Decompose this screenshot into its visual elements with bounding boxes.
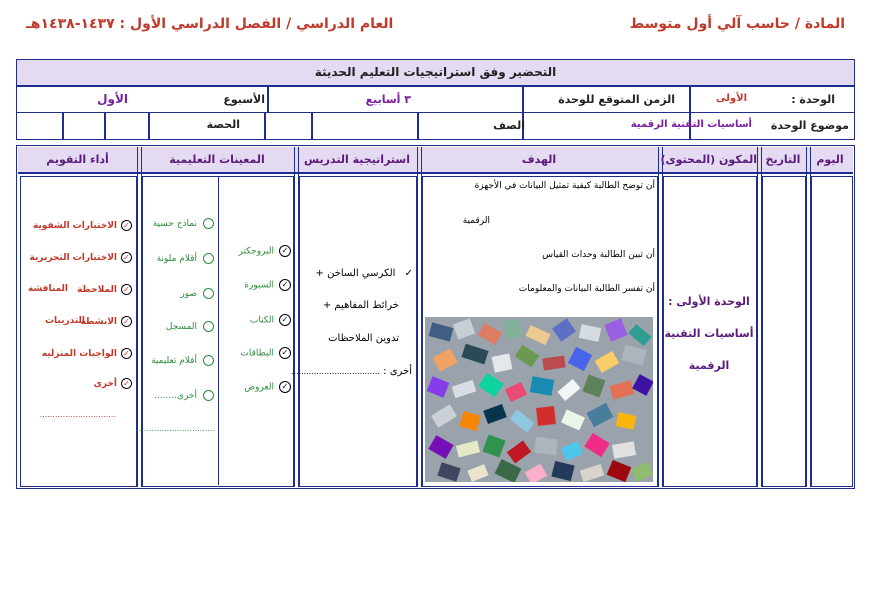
resource-label: صور <box>180 289 197 299</box>
col-goal: الهدف <box>521 153 557 166</box>
eval-item[interactable] <box>33 220 132 231</box>
eval-item[interactable] <box>77 284 132 295</box>
component-line-1: الوحدة الأولى : <box>668 295 750 308</box>
eval-extra-item: التدريبات <box>45 316 85 326</box>
divider <box>104 113 106 140</box>
circle-icon <box>203 218 214 229</box>
puzzle-pieces-illustration <box>425 317 653 482</box>
strategy-note-taking: تدوين الملاحظات <box>328 333 399 344</box>
resource-dots: ............................... <box>136 424 215 433</box>
page-title: التحضير وفق استراتيجيات التعليم الحديثة <box>314 65 557 79</box>
resource-item[interactable] <box>153 218 214 229</box>
check-circle-icon: ✓ <box>279 245 291 257</box>
check-circle-icon: ✓ <box>121 316 132 327</box>
divider <box>417 113 419 140</box>
goal-item: أن توضح الطالبة كيفية تمثيل البيانات في الأجهزة <box>474 181 655 191</box>
eval-label: أخرى <box>93 379 117 389</box>
resource-item[interactable] <box>166 321 214 332</box>
class-label: الصف <box>493 119 525 132</box>
divider <box>311 113 313 140</box>
col-day: اليوم <box>816 153 844 166</box>
component-line-3: الرقمية <box>688 359 730 372</box>
day-cell <box>811 176 853 487</box>
tool-label: العروض <box>244 382 274 393</box>
resource-label: المسجل <box>165 322 197 332</box>
week-value: الأول <box>97 92 128 106</box>
resource-label: نماذج حسية <box>152 219 197 229</box>
resource-label: أفلام تعليمية <box>151 356 197 366</box>
resource-label: أقلام ملونة <box>156 254 197 264</box>
goal-item: أن تفسر الطالبة البيانات والمعلومات <box>518 284 655 294</box>
eval-label: الواجبات المنزليه <box>41 349 117 359</box>
tool-label: السبورة <box>244 280 274 291</box>
year-header: العام الدراسي / الفصل الدراسي الأول : ١٤٣٧-١٤٣٨هـ <box>26 16 394 32</box>
col-strategy: استراتيجية التدريس <box>304 153 410 166</box>
tool-item[interactable] <box>239 245 292 257</box>
circle-icon <box>203 253 214 264</box>
goal-item: أن تبين الطالبة وحدات القياس <box>542 250 655 260</box>
header-row-border <box>18 172 853 174</box>
divider <box>62 113 64 140</box>
tools-divider <box>218 176 219 485</box>
col-date: التاريخ <box>765 153 801 166</box>
eval-item[interactable] <box>42 348 132 359</box>
time-value: ٣ أسابيع <box>365 93 411 106</box>
divider <box>148 113 150 140</box>
unit-label: الوحدة : <box>791 93 835 106</box>
col-evaluation: أداء التقويم <box>46 153 109 166</box>
eval-dots: .............................. <box>39 410 116 419</box>
strategy-concept-maps: خرائط المفاهيم + <box>322 300 399 311</box>
strategy-cell <box>299 176 417 487</box>
check-circle-icon: ✓ <box>121 378 132 389</box>
resource-item[interactable] <box>151 355 214 366</box>
tool-label: البروجكتر <box>238 246 274 257</box>
check-circle-icon: ✓ <box>279 381 291 393</box>
eval-label: الاختبارات الشفوية <box>32 221 117 231</box>
time-label: الزمن المتوقع للوحدة <box>558 93 675 106</box>
circle-icon <box>203 321 214 332</box>
resource-label: أخرى........ <box>154 391 197 401</box>
topic-label: موضوع الوحدة <box>770 119 849 132</box>
goal-item: الرقمية <box>462 216 490 226</box>
strategy-hot-seat-label: الكرسي الساخن + <box>315 268 396 279</box>
check-circle-icon: ✓ <box>279 347 291 359</box>
title-row <box>16 59 855 86</box>
check-circle-icon: ✓ <box>121 252 132 263</box>
resource-item[interactable] <box>154 390 214 401</box>
strategy-other <box>291 366 412 377</box>
puzzle-image <box>425 317 653 482</box>
week-label: الأسبوع <box>223 93 265 106</box>
tool-item[interactable] <box>250 314 291 326</box>
strategy-other-dots: ................................... <box>290 367 380 376</box>
circle-icon <box>203 288 214 299</box>
divider <box>689 86 691 140</box>
eval-label: الانشطه <box>80 317 117 327</box>
divider <box>267 86 269 113</box>
eval-item[interactable] <box>94 378 132 389</box>
check-circle-icon: ✓ <box>121 220 132 231</box>
tool-item[interactable] <box>244 381 291 393</box>
component-text <box>663 286 755 382</box>
strategy-hot-seat <box>316 268 413 279</box>
subject-header: المادة / حاسب آلي أول متوسط <box>629 16 845 32</box>
eval-label: الاختبارات التحريرية <box>29 253 117 263</box>
circle-icon <box>203 390 214 401</box>
col-component: المكون (المحتوى) <box>660 153 757 166</box>
period-label: الحصة <box>206 118 240 131</box>
eval-item[interactable] <box>30 252 132 263</box>
eval-label: الملاحظة <box>76 285 117 295</box>
check-circle-icon: ✓ <box>279 314 291 326</box>
check-circle-icon: ✓ <box>121 284 132 295</box>
component-line-2: أساسيات التقنية <box>664 327 754 340</box>
col-resources: المعينات التعليمية <box>169 153 265 166</box>
circle-icon <box>203 355 214 366</box>
divider <box>264 113 266 140</box>
tool-item[interactable] <box>244 279 291 291</box>
eval-extra-item: المناقشة <box>27 284 68 294</box>
tool-label: الكتاب <box>249 315 274 326</box>
tool-item[interactable] <box>240 347 291 359</box>
check-circle-icon: ✓ <box>279 279 291 291</box>
strategy-other-label: أخرى : <box>383 366 412 377</box>
resource-item[interactable] <box>157 253 214 264</box>
date-cell <box>762 176 806 487</box>
tool-label: البطاقات <box>240 348 274 359</box>
unit-value: الأولى <box>716 93 747 104</box>
eval-item[interactable] <box>80 316 132 327</box>
resource-item[interactable] <box>180 288 214 299</box>
topic-value: أساسيات التقنية الرقمية <box>630 119 752 130</box>
check-circle-icon: ✓ <box>121 348 132 359</box>
check-mark-icon: ✓ <box>404 268 413 279</box>
